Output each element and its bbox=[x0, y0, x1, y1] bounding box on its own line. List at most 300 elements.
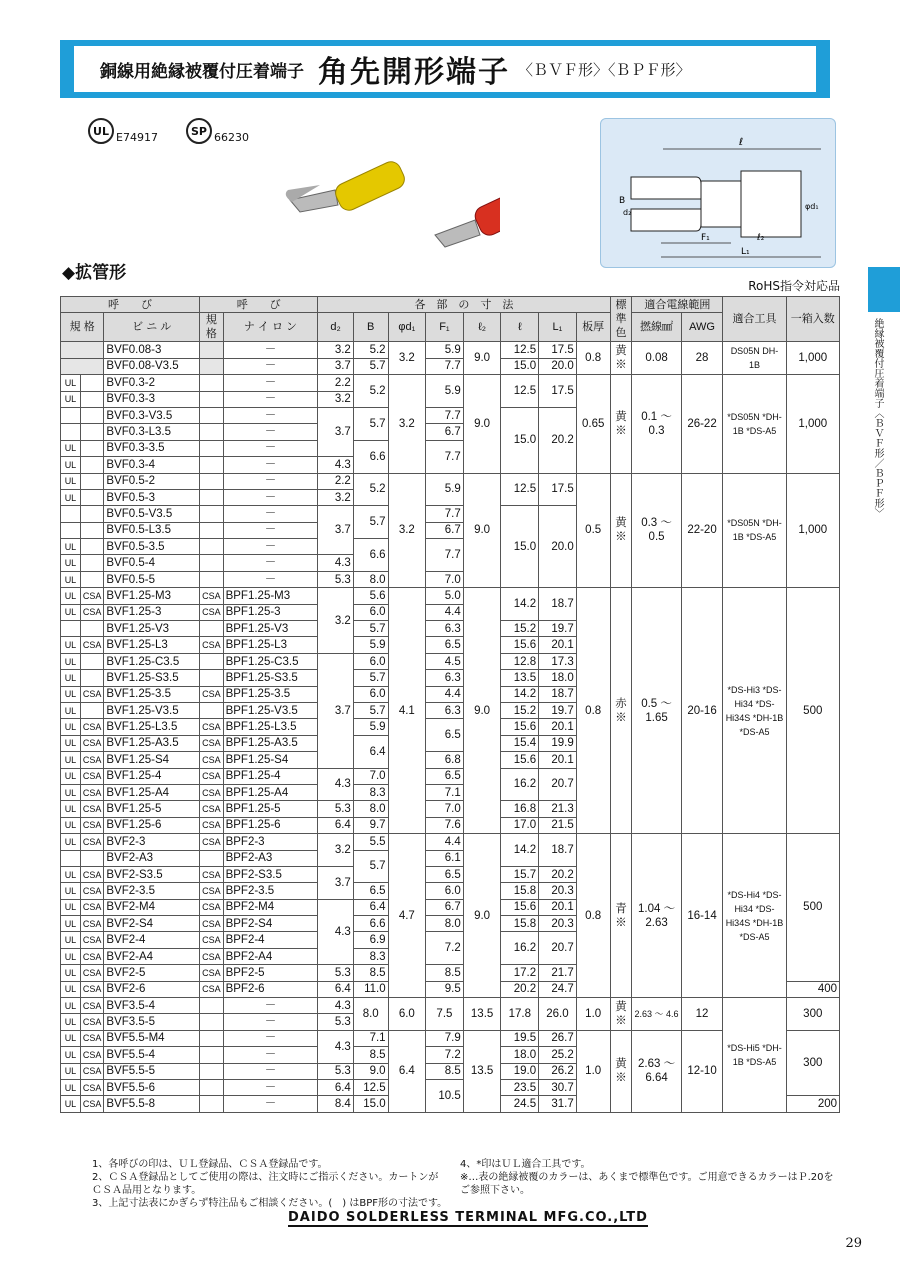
csa-number: 66230 bbox=[214, 131, 249, 144]
mark-cell bbox=[200, 1096, 224, 1112]
table-cell: 3.7 bbox=[318, 506, 354, 555]
nylon-name: BPF1.25-5 bbox=[223, 801, 318, 817]
table-cell: 15.6 bbox=[501, 637, 539, 653]
mark-cell bbox=[80, 457, 104, 473]
table-cell: 20.1 bbox=[539, 637, 577, 653]
mark-cell bbox=[80, 506, 104, 522]
nylon-name: BPF1.25-A4 bbox=[223, 784, 318, 800]
side-label: 絶縁被覆付圧着端子〈ＢＶＦ形／ＢＰＦ形〉 bbox=[872, 318, 883, 518]
head-L1: L₁ bbox=[539, 313, 577, 342]
table-cell: 26-22 bbox=[681, 375, 723, 473]
csa-mark: CSA bbox=[80, 735, 104, 751]
table-cell: 5.9 bbox=[353, 637, 388, 653]
table-cell: 20.0 bbox=[539, 358, 577, 374]
dim-l2-label: ℓ₂ bbox=[757, 233, 765, 243]
table-cell: 4.3 bbox=[318, 457, 354, 473]
head-box: 一箱入数 bbox=[786, 297, 839, 342]
ul-mark bbox=[61, 522, 81, 538]
header-types: 〈ＢＶＦ形〉〈ＢＰＦ形〉 bbox=[518, 60, 691, 79]
mark-cell bbox=[200, 473, 224, 489]
table-cell: 5.7 bbox=[353, 850, 388, 883]
table-cell: 0.8 bbox=[576, 588, 610, 834]
table-cell: 9.0 bbox=[463, 473, 501, 588]
csa-mark: CSA bbox=[80, 899, 104, 915]
tool-cell: *DS-Hi3 *DS-Hi34 *DS-Hi34S *DH-1B *DS-A5 bbox=[723, 588, 786, 834]
table-head bbox=[61, 297, 840, 342]
table-cell: 5.2 bbox=[353, 473, 388, 506]
vinyl-name: BVF2-M4 bbox=[104, 899, 200, 915]
csa-mark: CSA bbox=[80, 1063, 104, 1079]
mark-cell bbox=[200, 424, 224, 440]
table-cell: 20.2 bbox=[539, 866, 577, 882]
csa-mark: CSA bbox=[200, 883, 224, 899]
nylon-name: － bbox=[223, 1047, 318, 1063]
note-2: 2、ＣＳＡ登録品としてご使用の際は、注文時にご指示ください。カートンがＣＳＡ品用となります。 bbox=[92, 1172, 439, 1196]
std-color: 黄※ bbox=[610, 473, 632, 588]
table-cell: 4.3 bbox=[318, 555, 354, 571]
csa-logo-icon: SP bbox=[186, 118, 212, 144]
mark-cell bbox=[61, 342, 104, 358]
table-cell: 22-20 bbox=[681, 473, 723, 588]
note-4: 4、*印はＵＬ適合工具です。 bbox=[460, 1159, 591, 1170]
nylon-name: BPF1.25-4 bbox=[223, 768, 318, 784]
ul-mark: UL bbox=[61, 1063, 81, 1079]
table-cell: 15.7 bbox=[501, 866, 539, 882]
table-row bbox=[61, 473, 840, 489]
table-cell: 17.0 bbox=[501, 817, 539, 833]
table-cell: 7.7 bbox=[426, 407, 464, 423]
table-cell: 4.1 bbox=[388, 588, 426, 834]
table-cell: 7.2 bbox=[426, 932, 464, 965]
std-color: 黄※ bbox=[610, 375, 632, 473]
table-cell: 5.3 bbox=[318, 1014, 354, 1030]
table-cell: 5.7 bbox=[353, 621, 388, 637]
vinyl-name: BVF0.5-4 bbox=[104, 555, 200, 571]
table-cell: 6.0 bbox=[353, 604, 388, 620]
table-cell: 2.2 bbox=[318, 473, 354, 489]
ul-mark: UL bbox=[61, 571, 81, 587]
table-cell: 3.2 bbox=[318, 342, 354, 358]
dim-l-label: ℓ bbox=[739, 137, 744, 148]
csa-mark: CSA bbox=[80, 834, 104, 850]
vinyl-name: BVF3.5-5 bbox=[104, 1014, 200, 1030]
table-cell: 15.8 bbox=[501, 916, 539, 932]
table-cell: 21.7 bbox=[539, 965, 577, 981]
csa-mark bbox=[80, 850, 104, 866]
page-number: 29 bbox=[845, 1236, 862, 1251]
table-cell: 19.0 bbox=[501, 1063, 539, 1079]
table-cell: 12.5 bbox=[501, 375, 539, 408]
table-cell: 17.3 bbox=[539, 653, 577, 669]
table-cell: 9.7 bbox=[353, 817, 388, 833]
table-cell: 26.7 bbox=[539, 1030, 577, 1046]
nylon-name: － bbox=[223, 424, 318, 440]
nylon-name: － bbox=[223, 473, 318, 489]
table-cell: 2.2 bbox=[318, 375, 354, 391]
table-cell: 7.7 bbox=[426, 440, 464, 473]
mark-cell bbox=[200, 555, 224, 571]
csa-mark: CSA bbox=[80, 965, 104, 981]
mark-cell bbox=[80, 571, 104, 587]
table-cell: 8.5 bbox=[353, 965, 388, 981]
std-color: 黄※ bbox=[610, 342, 632, 375]
nylon-name: － bbox=[223, 358, 318, 374]
table-cell: 5.7 bbox=[353, 702, 388, 718]
table-cell: 21.3 bbox=[539, 801, 577, 817]
table-cell: 7.5 bbox=[426, 998, 464, 1031]
table-cell: 24.7 bbox=[539, 981, 577, 997]
csa-mark: CSA bbox=[80, 1030, 104, 1046]
table-cell: 23.5 bbox=[501, 1079, 539, 1095]
table-cell: 1.04 〜 2.63 bbox=[632, 834, 681, 998]
vinyl-name: BVF1.25-C3.5 bbox=[104, 653, 200, 669]
section-title: ◆拡管形 bbox=[62, 263, 127, 283]
table-cell: 20.7 bbox=[539, 768, 577, 801]
vinyl-name: BVF0.5-5 bbox=[104, 571, 200, 587]
csa-mark: CSA bbox=[80, 998, 104, 1014]
mark-cell bbox=[200, 489, 224, 505]
csa-mark: CSA bbox=[200, 965, 224, 981]
header-banner bbox=[60, 40, 830, 98]
nylon-name: BPF2-S3.5 bbox=[223, 866, 318, 882]
head-wire: 適合電線範囲 bbox=[632, 297, 723, 313]
head-kikaku: 規 格 bbox=[61, 313, 104, 342]
table-cell: 15.6 bbox=[501, 752, 539, 768]
mark-cell bbox=[200, 358, 224, 374]
box-cell: 200 bbox=[786, 1096, 839, 1112]
dim-d2-label: d₂ bbox=[623, 208, 632, 217]
table-cell: 19.9 bbox=[539, 735, 577, 751]
mark-cell bbox=[200, 506, 224, 522]
table-cell: 5.9 bbox=[353, 719, 388, 735]
ul-mark: UL bbox=[61, 916, 81, 932]
nylon-name: － bbox=[223, 1063, 318, 1079]
nylon-name: BPF2-M4 bbox=[223, 899, 318, 915]
ul-mark: UL bbox=[61, 1079, 81, 1095]
ul-mark bbox=[61, 506, 81, 522]
table-cell: 5.9 bbox=[426, 342, 464, 358]
nylon-name: － bbox=[223, 1014, 318, 1030]
ul-logo-icon: UL bbox=[88, 118, 114, 144]
mark-cell bbox=[200, 1014, 224, 1030]
csa-mark: CSA bbox=[80, 686, 104, 702]
table-cell: 7.0 bbox=[426, 801, 464, 817]
nylon-name: BPF1.25-L3.5 bbox=[223, 719, 318, 735]
table-cell: 7.0 bbox=[426, 571, 464, 587]
table-cell: 4.5 bbox=[426, 653, 464, 669]
tool-cell: *DS05N *DH-1B *DS-A5 bbox=[723, 375, 786, 473]
csa-mark: CSA bbox=[80, 784, 104, 800]
table-cell: 4.3 bbox=[318, 1030, 354, 1063]
table-cell: 0.8 bbox=[576, 834, 610, 998]
nylon-name: － bbox=[223, 522, 318, 538]
table-cell: 7.7 bbox=[426, 358, 464, 374]
ul-mark bbox=[61, 424, 81, 440]
csa-mark bbox=[200, 702, 224, 718]
vinyl-name: BVF1.25-S4 bbox=[104, 752, 200, 768]
ul-mark: UL bbox=[61, 817, 81, 833]
csa-mark: CSA bbox=[200, 834, 224, 850]
csa-mark: CSA bbox=[80, 883, 104, 899]
dim-d1-label: φd₁ bbox=[805, 202, 819, 211]
csa-mark: CSA bbox=[200, 735, 224, 751]
vinyl-name: BVF2-6 bbox=[104, 981, 200, 997]
nylon-name: BPF2-6 bbox=[223, 981, 318, 997]
ul-mark: UL bbox=[61, 735, 81, 751]
csa-mark: CSA bbox=[200, 981, 224, 997]
table-cell: 8.3 bbox=[353, 784, 388, 800]
ul-mark: UL bbox=[61, 391, 81, 407]
vinyl-name: BVF5.5-4 bbox=[104, 1047, 200, 1063]
table-cell: 16.8 bbox=[501, 801, 539, 817]
ul-mark: UL bbox=[61, 1096, 81, 1112]
mark-cell bbox=[200, 391, 224, 407]
csa-mark: CSA bbox=[200, 948, 224, 964]
vinyl-name: BVF5.5-M4 bbox=[104, 1030, 200, 1046]
head-thick: 板厚 bbox=[576, 313, 610, 342]
nylon-name: BPF1.25-S4 bbox=[223, 752, 318, 768]
head-std-color: 標準色 bbox=[610, 297, 632, 342]
table-cell: 31.7 bbox=[539, 1096, 577, 1112]
header-title: 角先開形端子 bbox=[318, 55, 510, 90]
table-cell: 15.2 bbox=[501, 621, 539, 637]
box-cell: 500 bbox=[786, 834, 839, 982]
ul-mark: UL bbox=[61, 932, 81, 948]
table-cell: 19.7 bbox=[539, 621, 577, 637]
table-cell: 6.4 bbox=[318, 981, 354, 997]
table-cell: 4.3 bbox=[318, 768, 354, 801]
table-cell: 6.0 bbox=[353, 686, 388, 702]
ul-cert bbox=[88, 118, 158, 144]
table-cell: 19.7 bbox=[539, 702, 577, 718]
mark-cell bbox=[200, 1047, 224, 1063]
csa-mark bbox=[200, 670, 224, 686]
csa-mark: CSA bbox=[80, 719, 104, 735]
vinyl-name: BVF2-A3 bbox=[104, 850, 200, 866]
nylon-name: － bbox=[223, 571, 318, 587]
table-cell: 12.8 bbox=[501, 653, 539, 669]
vinyl-name: BVF1.25-3 bbox=[104, 604, 200, 620]
ul-mark: UL bbox=[61, 670, 81, 686]
table-cell: 7.7 bbox=[426, 539, 464, 572]
table-cell: 6.4 bbox=[353, 735, 388, 768]
table-cell: 5.3 bbox=[318, 965, 354, 981]
vinyl-name: BVF2-5 bbox=[104, 965, 200, 981]
vinyl-name: BVF0.08-3 bbox=[104, 342, 200, 358]
table-cell: 6.6 bbox=[353, 916, 388, 932]
ul-mark: UL bbox=[61, 588, 81, 604]
nylon-name: BPF1.25-A3.5 bbox=[223, 735, 318, 751]
mark-cell bbox=[200, 440, 224, 456]
table-cell: 9.0 bbox=[463, 375, 501, 473]
csa-mark: CSA bbox=[200, 817, 224, 833]
tool-cell: *DS-Hi4 *DS-Hi34 *DS-Hi34S *DH-1B *DS-A5 bbox=[723, 834, 786, 998]
box-cell: 300 bbox=[786, 998, 839, 1031]
csa-mark: CSA bbox=[80, 817, 104, 833]
table-cell: 6.0 bbox=[388, 998, 426, 1031]
table-cell: 18.7 bbox=[539, 588, 577, 621]
ul-mark: UL bbox=[61, 702, 81, 718]
nylon-name: BPF1.25-L3 bbox=[223, 637, 318, 653]
table-cell: 8.5 bbox=[426, 965, 464, 981]
table-cell: 18.7 bbox=[539, 834, 577, 867]
csa-mark bbox=[200, 621, 224, 637]
box-cell: 500 bbox=[786, 588, 839, 834]
vinyl-name: BVF2-3 bbox=[104, 834, 200, 850]
table-cell: 15.0 bbox=[501, 407, 539, 473]
vinyl-name: BVF1.25-V3.5 bbox=[104, 702, 200, 718]
rohs-label: RoHS指令対応品 bbox=[748, 279, 840, 293]
csa-mark: CSA bbox=[200, 801, 224, 817]
table-cell: 24.5 bbox=[501, 1096, 539, 1112]
table-cell: 20.1 bbox=[539, 899, 577, 915]
table-cell: 5.6 bbox=[353, 588, 388, 604]
box-cell: 400 bbox=[786, 981, 839, 997]
table-cell: 7.9 bbox=[426, 1030, 464, 1046]
vinyl-name: BVF1.25-3.5 bbox=[104, 686, 200, 702]
table-cell: 16-14 bbox=[681, 834, 723, 998]
head-awg: AWG bbox=[681, 313, 723, 342]
table-cell: 20.3 bbox=[539, 916, 577, 932]
table-cell: 3.2 bbox=[318, 834, 354, 867]
ul-mark: UL bbox=[61, 998, 81, 1014]
table-cell: 6.9 bbox=[353, 932, 388, 948]
table-cell: 6.0 bbox=[353, 653, 388, 669]
vinyl-name: BVF1.25-S3.5 bbox=[104, 670, 200, 686]
table-cell: 17.5 bbox=[539, 375, 577, 408]
nylon-name: － bbox=[223, 506, 318, 522]
table-cell: 6.7 bbox=[426, 522, 464, 538]
csa-mark: CSA bbox=[200, 719, 224, 735]
table-cell: 7.2 bbox=[426, 1047, 464, 1063]
nylon-name: BPF2-S4 bbox=[223, 916, 318, 932]
head-l: ℓ bbox=[501, 313, 539, 342]
notes-right bbox=[460, 1158, 840, 1197]
dim-B-label: B bbox=[619, 196, 626, 206]
csa-mark: CSA bbox=[80, 1014, 104, 1030]
table-cell: 13.5 bbox=[463, 998, 501, 1031]
ul-mark: UL bbox=[61, 883, 81, 899]
csa-mark: CSA bbox=[200, 916, 224, 932]
mark-cell bbox=[200, 342, 224, 358]
vinyl-name: BVF0.5-3 bbox=[104, 489, 200, 505]
ul-mark: UL bbox=[61, 981, 81, 997]
table-cell: 16.2 bbox=[501, 768, 539, 801]
mark-cell bbox=[80, 407, 104, 423]
head-nylon: ナ イ ロ ン bbox=[223, 313, 318, 342]
csa-mark: CSA bbox=[80, 768, 104, 784]
table-cell: 9.0 bbox=[463, 834, 501, 998]
table-cell: 4.4 bbox=[426, 834, 464, 850]
nylon-name: － bbox=[223, 375, 318, 391]
mark-cell bbox=[80, 440, 104, 456]
table-cell: 7.1 bbox=[426, 784, 464, 800]
table-cell: 4.3 bbox=[318, 899, 354, 965]
ul-mark bbox=[61, 850, 81, 866]
csa-mark: CSA bbox=[200, 899, 224, 915]
nylon-name: BPF1.25-6 bbox=[223, 817, 318, 833]
mark-cell bbox=[80, 522, 104, 538]
nylon-name: － bbox=[223, 391, 318, 407]
table-cell: 20.1 bbox=[539, 752, 577, 768]
table-cell: 3.2 bbox=[318, 489, 354, 505]
csa-mark: CSA bbox=[200, 604, 224, 620]
table-cell: 14.2 bbox=[501, 686, 539, 702]
notes-left bbox=[92, 1158, 447, 1210]
table-cell: 12-10 bbox=[681, 1030, 723, 1112]
csa-mark: CSA bbox=[80, 752, 104, 768]
table-cell: 17.2 bbox=[501, 965, 539, 981]
table-cell: 0.5 bbox=[576, 473, 610, 588]
ul-mark: UL bbox=[61, 866, 81, 882]
table-cell: 20.1 bbox=[539, 719, 577, 735]
nylon-name: BPF1.25-3 bbox=[223, 604, 318, 620]
table-cell: 6.1 bbox=[426, 850, 464, 866]
nylon-name: － bbox=[223, 555, 318, 571]
table-cell: 20.7 bbox=[539, 932, 577, 965]
nylon-name: BPF1.25-V3 bbox=[223, 621, 318, 637]
csa-mark: CSA bbox=[80, 637, 104, 653]
vinyl-name: BVF5.5-6 bbox=[104, 1079, 200, 1095]
dim-L1-label: L₁ bbox=[741, 247, 750, 257]
table-cell: 6.5 bbox=[426, 768, 464, 784]
table-cell: 17.5 bbox=[539, 342, 577, 358]
vinyl-name: BVF1.25-5 bbox=[104, 801, 200, 817]
table-cell: 3.7 bbox=[318, 866, 354, 899]
csa-mark: CSA bbox=[80, 1096, 104, 1112]
head-yobi-vinyl: 呼 び bbox=[61, 297, 200, 313]
table-row bbox=[61, 1030, 840, 1046]
table-cell: 8.4 bbox=[318, 1096, 354, 1112]
vinyl-name: BVF1.25-A3.5 bbox=[104, 735, 200, 751]
table-cell: 6.0 bbox=[426, 883, 464, 899]
nylon-name: － bbox=[223, 1079, 318, 1095]
table-cell: 6.4 bbox=[388, 1030, 426, 1112]
terminal-right-icon bbox=[435, 182, 500, 247]
table-cell: 6.3 bbox=[426, 670, 464, 686]
table-cell: 20.2 bbox=[539, 407, 577, 473]
table-cell: 6.7 bbox=[426, 424, 464, 440]
tool-cell: *DS-Hi5 *DH-1B *DS-A5 bbox=[723, 998, 786, 1113]
vinyl-name: BVF2-S4 bbox=[104, 916, 200, 932]
table-cell: 3.2 bbox=[388, 342, 426, 375]
csa-mark bbox=[80, 702, 104, 718]
table-cell: 3.2 bbox=[318, 588, 354, 654]
nylon-name: BPF1.25-C3.5 bbox=[223, 653, 318, 669]
csa-mark: CSA bbox=[80, 866, 104, 882]
mark-cell bbox=[80, 473, 104, 489]
table-cell: 2.63 〜 6.64 bbox=[632, 1030, 681, 1112]
nylon-name: BPF2-3.5 bbox=[223, 883, 318, 899]
mark-cell bbox=[61, 358, 104, 374]
std-color: 黄※ bbox=[610, 1030, 632, 1112]
csa-mark: CSA bbox=[80, 932, 104, 948]
table-cell: 21.5 bbox=[539, 817, 577, 833]
table-cell: 8.3 bbox=[353, 948, 388, 964]
vinyl-name: BVF1.25-4 bbox=[104, 768, 200, 784]
table-cell: 15.0 bbox=[353, 1096, 388, 1112]
vinyl-name: BVF0.3-3.5 bbox=[104, 440, 200, 456]
vinyl-name: BVF0.5-L3.5 bbox=[104, 522, 200, 538]
vinyl-name: BVF0.5-3.5 bbox=[104, 539, 200, 555]
mark-cell bbox=[80, 375, 104, 391]
ul-mark: UL bbox=[61, 768, 81, 784]
table-cell: 3.7 bbox=[318, 653, 354, 768]
header-subtitle: 銅線用絶縁被覆付圧着端子 bbox=[100, 61, 304, 82]
csa-mark: CSA bbox=[200, 752, 224, 768]
table-cell: 5.7 bbox=[353, 670, 388, 686]
table-cell: 26.2 bbox=[539, 1063, 577, 1079]
